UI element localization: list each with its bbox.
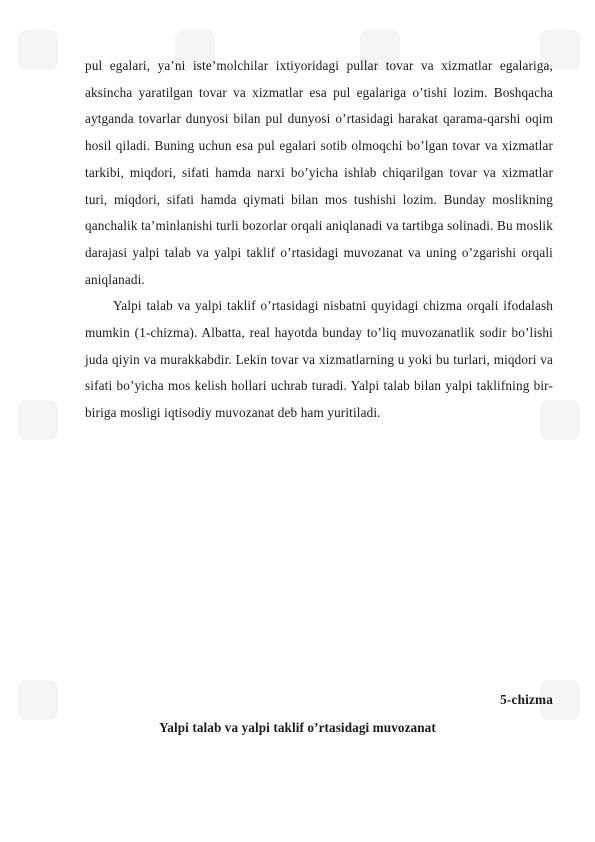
paragraph: pul egalari, ya’ni iste’molchilar ixtiyoridagi pullar tovar va xizmatlar egalariga, aksincha yaratilgan tovar va xizmatlar esa pul egalariga o’tishi lozim. Boshqacha aytganda tovarlar dunyosi bilan pul dunyosi o’rtasidagi harakat qarama-qarshi oqim hosil qiladi. Buning uchun esa pul egalari sotib olmoqchi bo’lgan tovar va xizmatlar tarkibi, miqdori, sifati hamda narxi bo’yicha ishlab chiqarilgan tovar va xizmatlar turi, miqdori, sifati hamda qiymati bilan mos tushishi lozim. Bunday moslikning qanchalik ta’minlanishi turli bozorlar orqali aniqlanadi va tartibga solinadi. Bu moslik darajasi yalpi talab va yalpi taklif o’rtasidagi muvozanat va uning o’zgarishi orqali aniqlanadi. <box>85 58 553 287</box>
figure-caption: Yalpi talab va yalpi taklif o’rtasidagi muvozanat <box>159 720 436 735</box>
watermark-mark <box>18 400 58 440</box>
watermark-mark <box>18 30 58 70</box>
body-text <box>85 53 553 427</box>
paragraph: Yalpi talab va yalpi taklif o’rtasidagi nisbatni quyidagi chizma orqali ifodalash mumkin (1-chizma). Albatta, real hayotda bunday to’liq muvozanatlik sodir bo’lishi juda qiyin va murakkabdir. Lekin tovar va xizmatlarning u yoki bu turlari, miqdori va sifati bo’yicha mos kelish hollari uchrab turadi. Yalpi talab bilan yalpi taklifning bir-biriga mosligi iqtisodiy muvozanat deb ham yuritiladi. <box>85 298 553 421</box>
figure-number: 5-chizma <box>500 692 553 707</box>
watermark-mark <box>18 680 58 720</box>
